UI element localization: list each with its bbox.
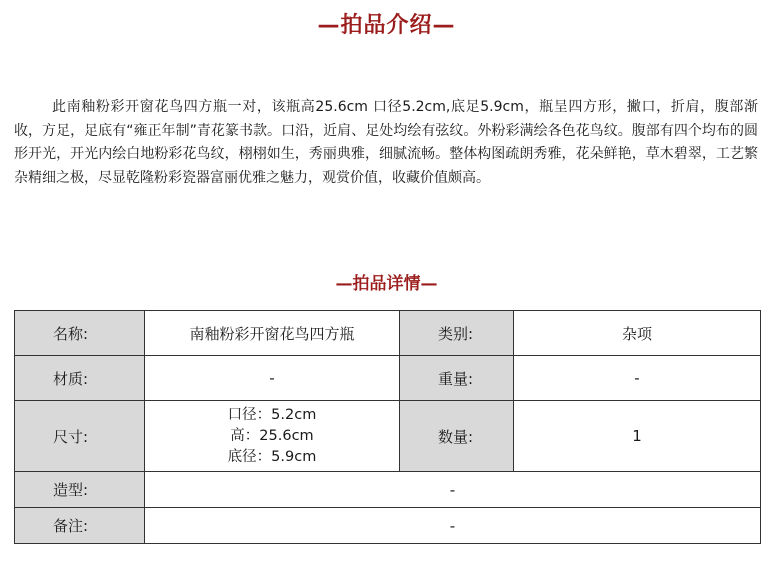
shape-label: 造型: (15, 472, 145, 508)
notes-label: 备注: (15, 508, 145, 544)
intro-section-title: —拍品介绍— (317, 13, 456, 38)
category-label: 类别: (400, 311, 514, 356)
size-height: 高：25.6cm (230, 427, 314, 444)
quantity-value: 1 (514, 401, 761, 472)
name-label: 名称: (15, 311, 145, 356)
details-table (14, 310, 761, 544)
table-row (15, 401, 761, 472)
details-section-title: —拍品详情— (335, 274, 438, 294)
size-base: 底径：5.9cm (227, 448, 317, 465)
intro-paragraph: 此南釉粉彩开窗花鸟四方瓶一对，该瓶高25.6cm 口径5.2cm,底足5.9cm，瓶呈四方形，撇口，折肩，腹部渐收，方足，足底有“雍正年制”青花篆书款。口沿，近肩、足处均绘有弦纹。外粉彩满绘各色花鸟纹。腹部有四个均布的圆形开光，开光内绘白地粉彩花鸟纹，栩栩如生，秀丽典雅，细腻流畅。整体构图疏朗秀雅，花朵鲜艳，草木碧翠，工艺繁杂精细之极，尽显乾隆粉彩瓷器富丽优雅之魅力，观赏价值，收藏价值颇高。 (14, 99, 758, 186)
size-value (145, 401, 400, 472)
category-value: 杂项 (514, 311, 761, 356)
table-row (15, 311, 761, 356)
table-row (15, 356, 761, 401)
table-row (15, 472, 761, 508)
name-value: 南釉粉彩开窗花鸟四方瓶 (145, 311, 400, 356)
shape-value: - (145, 472, 761, 508)
size-diameter: 口径：5.2cm (227, 406, 317, 423)
quantity-label: 数量: (400, 401, 514, 472)
size-label: 尺寸: (15, 401, 145, 472)
weight-label: 重量: (400, 356, 514, 401)
material-value: - (145, 356, 400, 401)
table-row (15, 508, 761, 544)
notes-value: - (145, 508, 761, 544)
material-label: 材质: (15, 356, 145, 401)
weight-value: - (514, 356, 761, 401)
